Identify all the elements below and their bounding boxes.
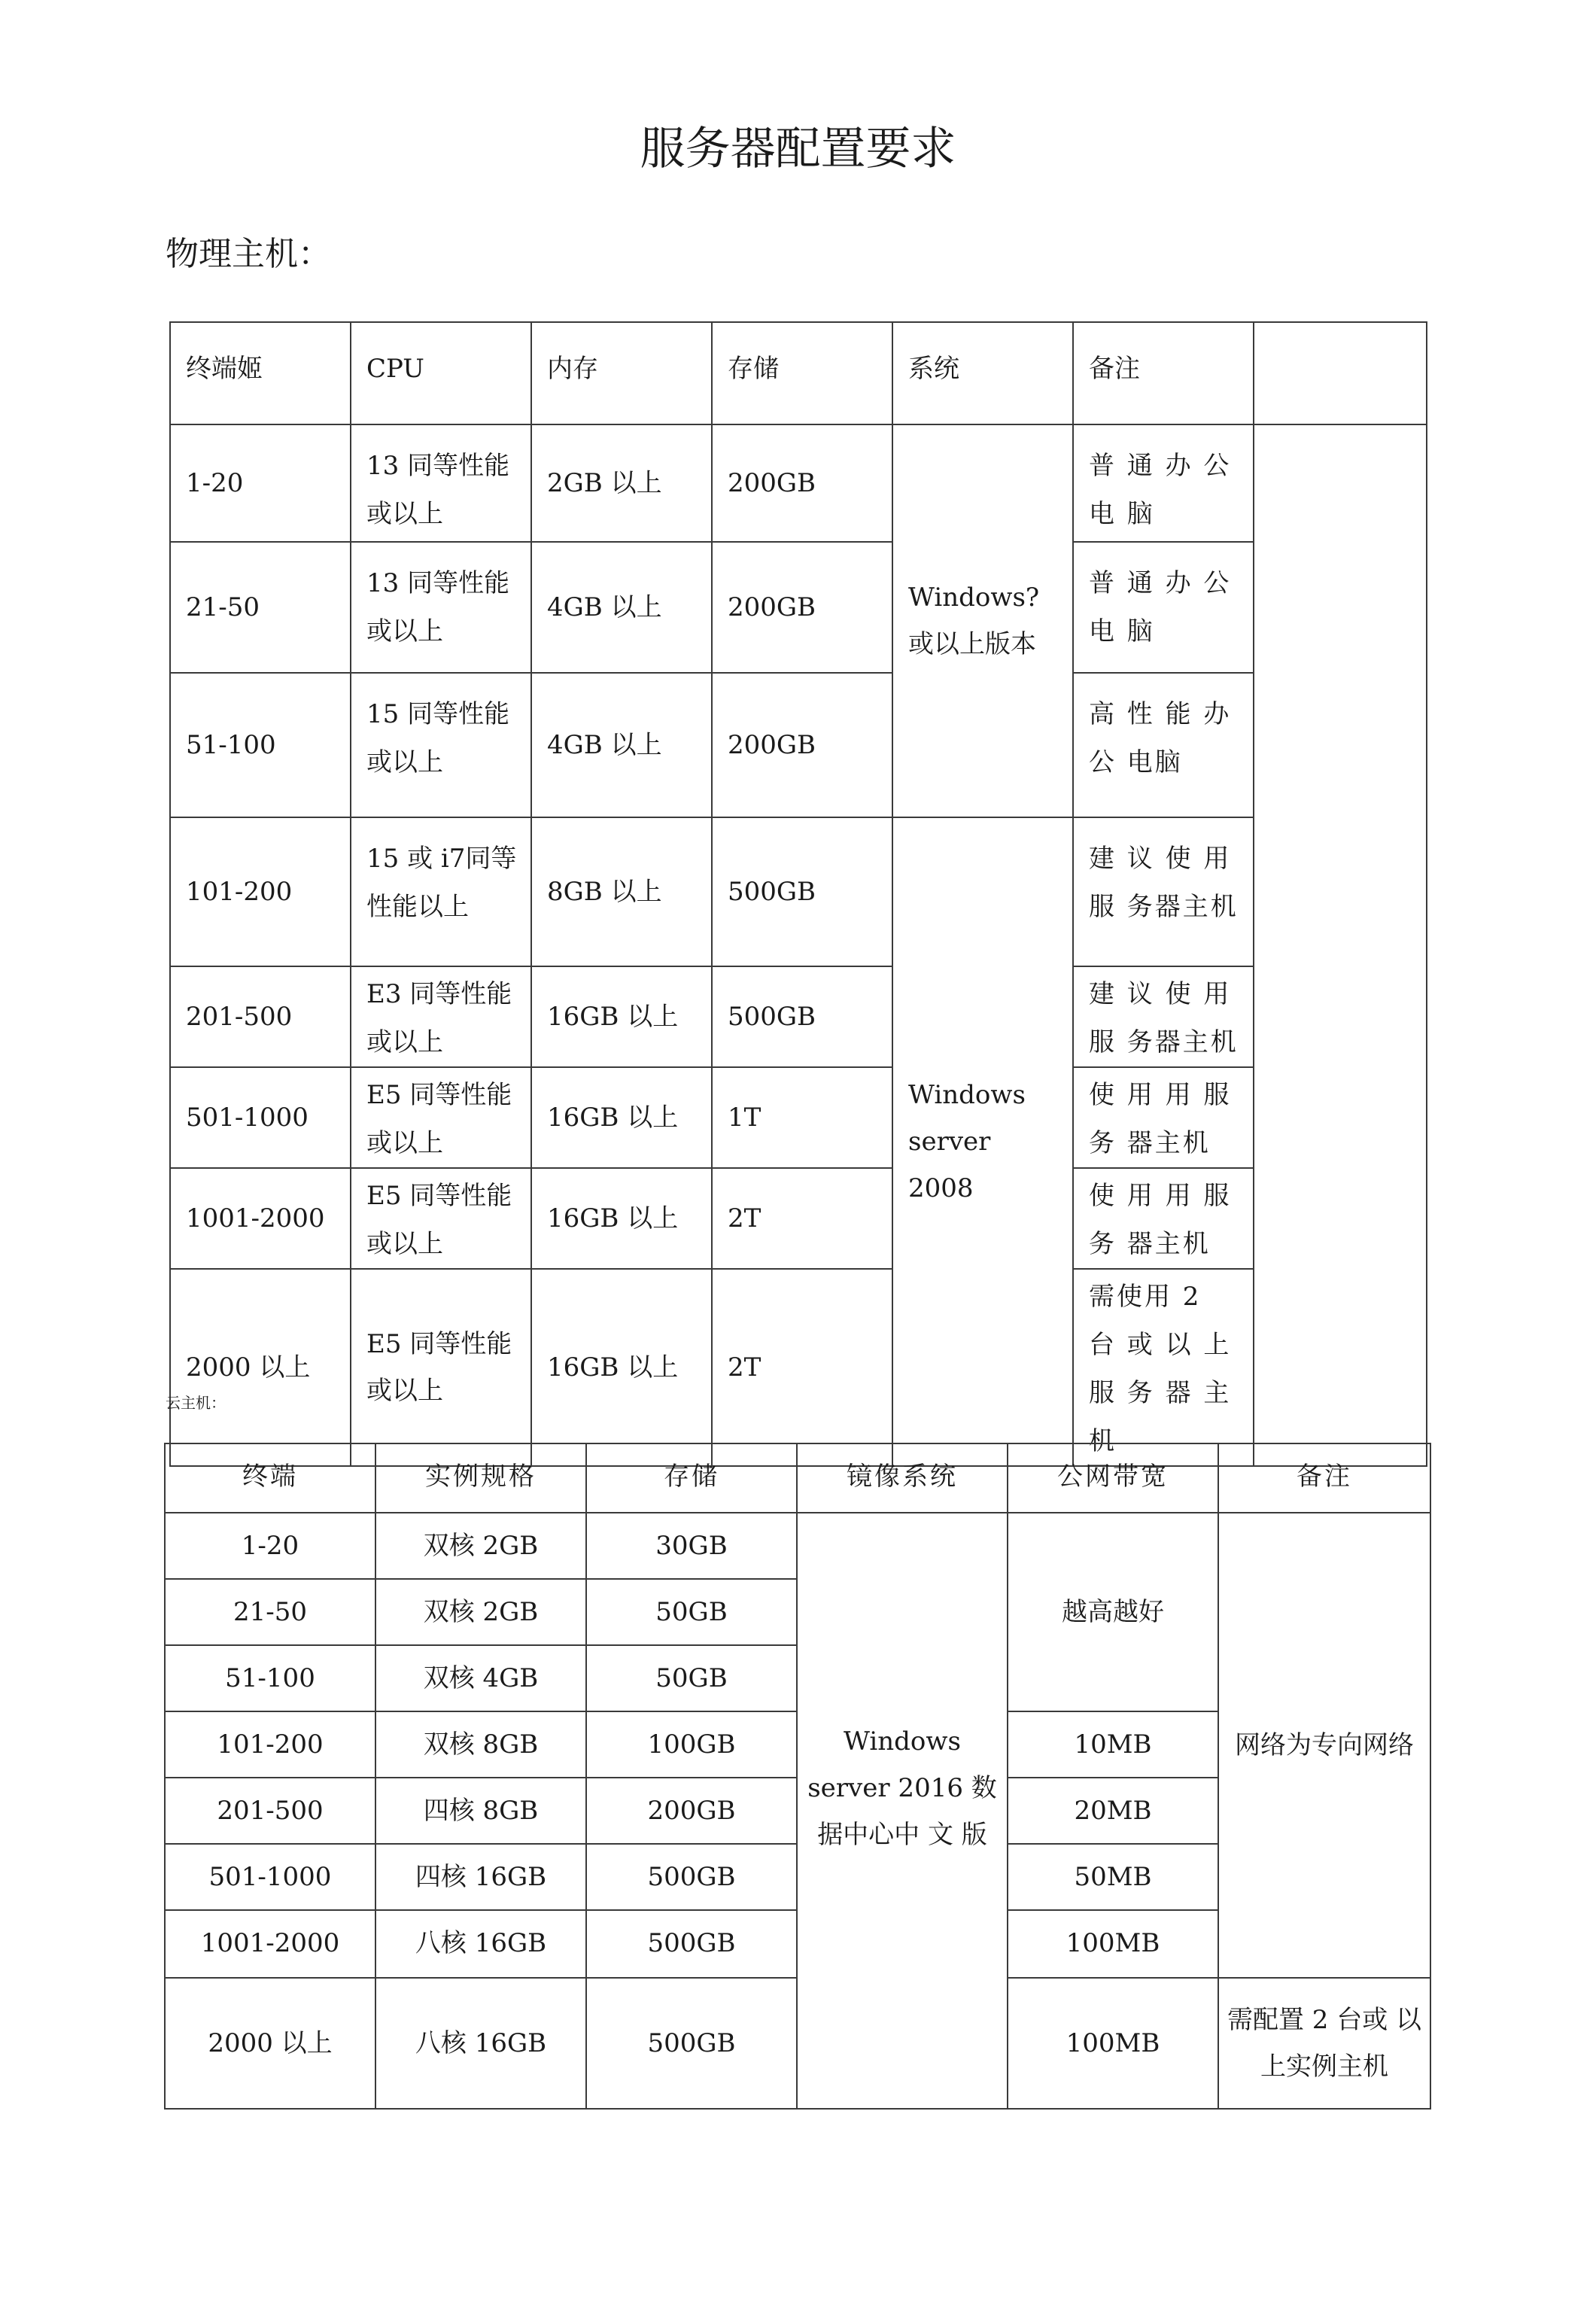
header-memory: 内存 [531, 322, 712, 424]
header-terminal: 终端姬 [170, 322, 351, 424]
cpu-cell: E3 同等性能或以上 [351, 966, 531, 1067]
header-bandwidth: 公网带宽 [1008, 1443, 1218, 1513]
storage-cell: 500GB [712, 817, 892, 966]
storage-cell: 500GB [586, 1910, 797, 1978]
system-group-2: Windows server 2008 [892, 817, 1073, 1466]
spec-cell: 四核 16GB [375, 1844, 586, 1910]
note-cell: 需使用 2 台 或 以 上 服 务 器 主 机 [1073, 1269, 1254, 1466]
header-spec: 实例规格 [375, 1443, 586, 1513]
bandwidth-cell: 10MB [1008, 1711, 1218, 1778]
spec-cell: 双核 2GB [375, 1579, 586, 1645]
header-note: 备注 [1218, 1443, 1430, 1513]
memory-cell: 16GB 以上 [531, 1168, 712, 1269]
header-note: 备注 [1073, 322, 1254, 424]
note-group-cell: 网络为专向网络 [1218, 1513, 1430, 1978]
header-cpu: CPU [351, 322, 531, 424]
terminal-cell: 51-100 [165, 1645, 375, 1711]
bandwidth-top-cell: 越高越好 [1008, 1513, 1218, 1711]
table-row [170, 1269, 1427, 1466]
spec-cell: 八核 16GB [375, 1978, 586, 2109]
memory-cell: 4GB 以上 [531, 542, 712, 673]
cpu-cell: E5 同等性能或以上 [351, 1067, 531, 1168]
header-extra [1254, 322, 1427, 424]
terminal-cell: 1001-2000 [170, 1168, 351, 1269]
table-row [170, 1067, 1427, 1168]
storage-cell: 30GB [586, 1513, 797, 1579]
cpu-cell: 15 同等性能或以上 [351, 673, 531, 817]
terminal-cell: 101-200 [170, 817, 351, 966]
storage-cell: 200GB [586, 1778, 797, 1844]
terminal-cell: 51-100 [170, 673, 351, 817]
header-image-system: 镜像系统 [797, 1443, 1008, 1513]
image-system-cell: Windows server 2016 数据中心中 文 版 [797, 1513, 1008, 2109]
table-row [165, 1513, 1430, 1579]
table-row [170, 542, 1427, 673]
storage-cell: 50GB [586, 1645, 797, 1711]
terminal-cell: 201-500 [170, 966, 351, 1067]
cpu-cell: 13 同等性能或以上 [351, 542, 531, 673]
header-terminal: 终端 [165, 1443, 375, 1513]
storage-cell: 200GB [712, 424, 892, 542]
note-cell: 普 通 办 公 电 脑 [1073, 542, 1254, 673]
terminal-cell: 201-500 [165, 1778, 375, 1844]
table-row [170, 673, 1427, 817]
note-last-cell: 需配置 2 台或 以上实例主机 [1218, 1978, 1430, 2109]
storage-cell: 100GB [586, 1711, 797, 1778]
storage-cell: 1T [712, 1067, 892, 1168]
header-storage: 存储 [586, 1443, 797, 1513]
cpu-cell: 13 同等性能或以上 [351, 424, 531, 542]
storage-cell: 500GB [586, 1978, 797, 2109]
note-cell: 普 通 办 公 电 脑 [1073, 424, 1254, 542]
note-cell: 高 性 能 办 公 电脑 [1073, 673, 1254, 817]
spec-cell: 四核 8GB [375, 1778, 586, 1844]
storage-cell: 500GB [712, 966, 892, 1067]
header-storage: 存储 [712, 322, 892, 424]
terminal-cell: 21-50 [170, 542, 351, 673]
note-cell: 使 用 用 服 务 器主机 [1073, 1168, 1254, 1269]
system-group-1: Windows? 或以上版本 [892, 424, 1073, 817]
terminal-cell: 1-20 [170, 424, 351, 542]
table-header-row [170, 322, 1427, 424]
spec-cell: 八核 16GB [375, 1910, 586, 1978]
storage-cell: 200GB [712, 673, 892, 817]
bandwidth-cell: 100MB [1008, 1978, 1218, 2109]
table-row [170, 817, 1427, 966]
memory-cell: 16GB 以上 [531, 966, 712, 1067]
physical-heading: 物理主机： [166, 235, 331, 273]
spec-cell: 双核 2GB [375, 1513, 586, 1579]
bandwidth-cell: 100MB [1008, 1910, 1218, 1978]
cpu-cell: E5 同等性能或以上 [351, 1168, 531, 1269]
spec-cell: 双核 4GB [375, 1645, 586, 1711]
terminal-cell: 2000 以上 [165, 1978, 375, 2109]
extra-column [1254, 424, 1427, 1466]
memory-cell: 8GB 以上 [531, 817, 712, 966]
table-row [170, 424, 1427, 542]
storage-cell: 500GB [586, 1844, 797, 1910]
storage-cell: 2T [712, 1168, 892, 1269]
memory-cell: 2GB 以上 [531, 424, 712, 542]
cpu-cell: E5 同等性能或以上 [351, 1269, 531, 1466]
note-cell: 建 议 使 用 服 务器主机 [1073, 817, 1254, 966]
cloud-host-table [164, 1443, 1431, 2110]
memory-cell: 4GB 以上 [531, 673, 712, 817]
cloud-heading: 云主机： [166, 1394, 226, 1412]
note-cell: 使 用 用 服 务 器主机 [1073, 1067, 1254, 1168]
physical-host-table [169, 321, 1427, 1467]
memory-cell: 16GB 以上 [531, 1269, 712, 1466]
header-system: 系统 [892, 322, 1073, 424]
table-row [170, 966, 1427, 1067]
bandwidth-cell: 50MB [1008, 1844, 1218, 1910]
terminal-cell: 2000 以上 [170, 1269, 351, 1466]
memory-cell: 16GB 以上 [531, 1067, 712, 1168]
cpu-cell: 15 或 i7同等性能以上 [351, 817, 531, 966]
table-header-row [165, 1443, 1430, 1513]
note-cell: 建 议 使 用 服 务器主机 [1073, 966, 1254, 1067]
bandwidth-cell: 20MB [1008, 1778, 1218, 1844]
terminal-cell: 101-200 [165, 1711, 375, 1778]
table-row [170, 1168, 1427, 1269]
terminal-cell: 21-50 [165, 1579, 375, 1645]
terminal-cell: 501-1000 [170, 1067, 351, 1168]
page-title: 服务器配置要求 [640, 123, 956, 175]
spec-cell: 双核 8GB [375, 1711, 586, 1778]
terminal-cell: 1001-2000 [165, 1910, 375, 1978]
terminal-cell: 501-1000 [165, 1844, 375, 1910]
storage-cell: 200GB [712, 542, 892, 673]
terminal-cell: 1-20 [165, 1513, 375, 1579]
storage-cell: 2T [712, 1269, 892, 1466]
storage-cell: 50GB [586, 1579, 797, 1645]
